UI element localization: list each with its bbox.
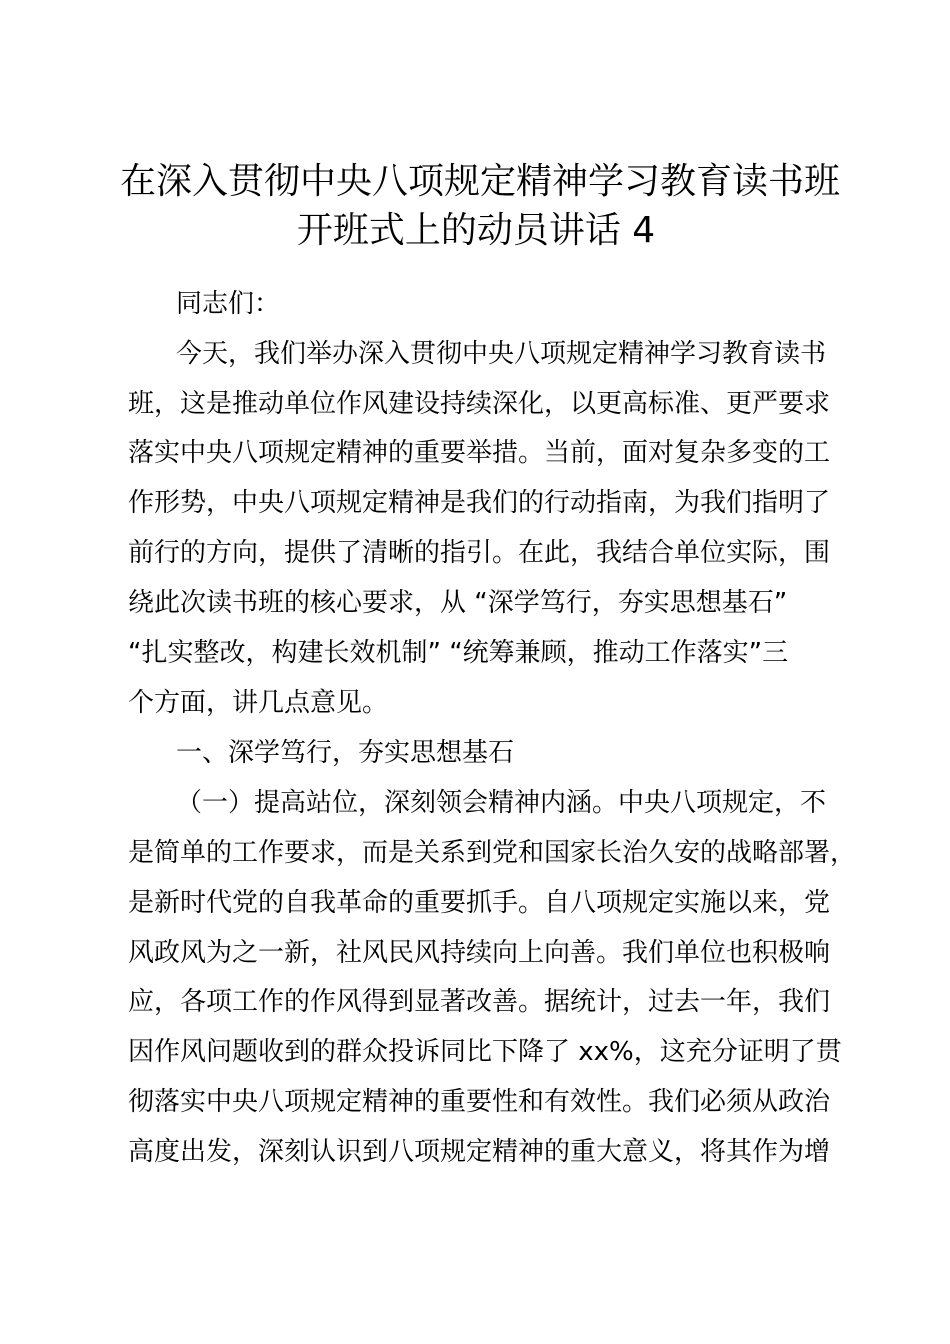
paragraph-line: 作形势，中央八项规定精神是我们的行动指南，为我们指明了	[128, 488, 831, 518]
section-heading: 一、深学笃行，夯实思想基石	[176, 738, 515, 768]
paragraph-line: 班，这是推动单位作风建设持续深化，以更高标准、更严要求	[128, 389, 831, 419]
document-title-line-2: 开班式上的动员讲话 4	[296, 210, 656, 251]
paragraph-line: 今天，我们举办深入贯彻中央八项规定精神学习教育读书	[176, 339, 827, 369]
paragraph-line: 是简单的工作要求，而是关系到党和国家长治久安的战略部署，	[128, 838, 857, 868]
paragraph-line: “扎实整改，构建长效机制” “统筹兼顾，推动工作落实”三	[128, 638, 789, 668]
paragraph-line: 前行的方向，提供了清晰的指引。在此，我结合单位实际，围	[128, 538, 831, 568]
paragraph-line: 高度出发，深刻认识到八项规定精神的重大意义，将其作为增	[128, 1137, 831, 1167]
paragraph-line: 应，各项工作的作风得到显著改善。据统计，过去一年，我们	[128, 987, 831, 1017]
salutation: 同志们：	[176, 289, 281, 319]
paragraph-line: 个方面，讲几点意见。	[128, 688, 389, 718]
document-title-line-1: 在深入贯彻中央八项规定精神学习教育读书班	[120, 161, 841, 202]
paragraph-line: 彻落实中央八项规定精神的重要性和有效性。我们必须从政治	[128, 1087, 831, 1117]
paragraph-line: （一）提高站位，深刻领会精神内涵。中央八项规定，不	[176, 788, 827, 818]
paragraph-line: 绕此次读书班的核心要求，从 “深学笃行，夯实思想基石”	[128, 588, 788, 618]
paragraph-line: 风政风为之一新，社风民风持续向上向善。我们单位也积极响	[128, 938, 831, 968]
paragraph-line: 是新时代党的自我革命的重要抓手。自八项规定实施以来，党	[128, 888, 831, 918]
paragraph-line: 因作风问题收到的群众投诉同比下降了 xx%，这充分证明了贯	[128, 1037, 842, 1067]
paragraph-line: 落实中央八项规定精神的重要举措。当前，面对复杂多变的工	[128, 438, 831, 468]
